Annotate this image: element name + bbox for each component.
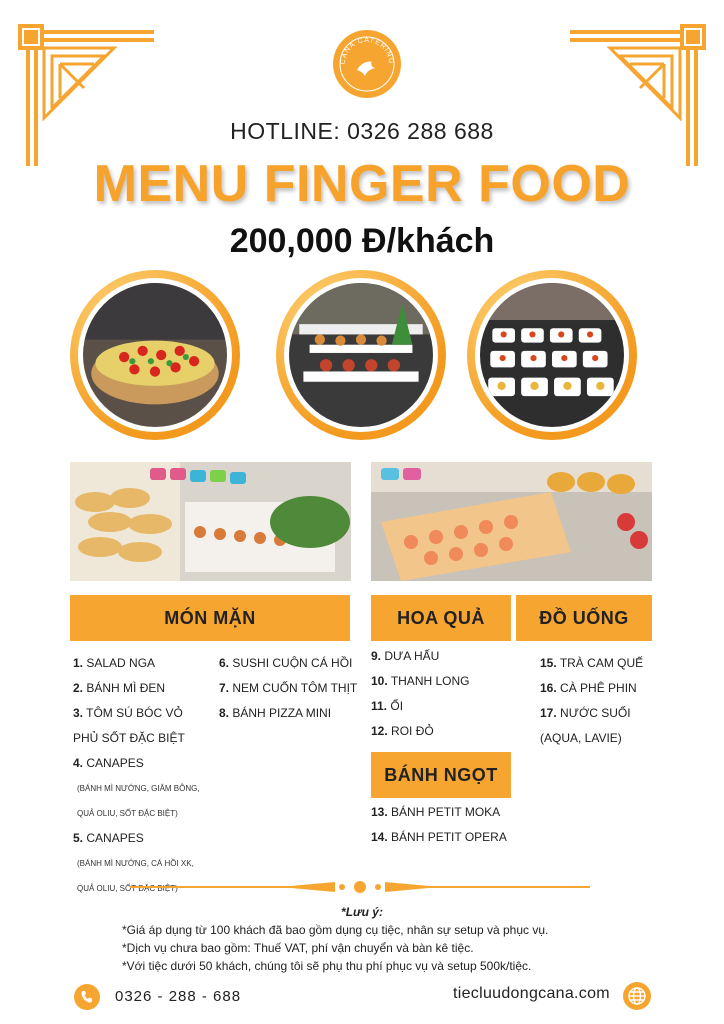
- brand-logo: [333, 30, 401, 98]
- list-item-detail: (BÁNH MÌ NƯỚNG, CÁ HỒI XK,: [77, 859, 194, 868]
- note-line: *Với tiệc dưới 50 khách, chúng tôi sẽ phụ thu phí phục vụ và setup 500k/tiệc.: [122, 959, 532, 973]
- list-item-detail: (BÁNH MÌ NƯỚNG, GIĂM BÔNG,: [77, 784, 200, 793]
- do-uong-list: [540, 651, 643, 751]
- section-header-banh-ngot: BÁNH NGỌT: [371, 752, 511, 798]
- list-item: 10. THANH LONG: [371, 674, 470, 688]
- list-item: 9. DƯA HẤU: [371, 649, 440, 663]
- svg-text:CANA CATERING: [340, 37, 394, 65]
- food-photo-rect-2: [371, 462, 652, 581]
- ornamental-divider: [130, 880, 590, 894]
- list-item-continued: PHỦ SỐT ĐẶC BIỆT: [73, 731, 185, 745]
- food-photo-circle-3: [467, 270, 637, 440]
- footer-phone[interactable]: 0326 - 288 - 688: [115, 988, 242, 1005]
- globe-icon: [623, 982, 651, 1010]
- section-header-hoa-qua: HOA QUẢ: [371, 595, 511, 641]
- note-line: *Dịch vụ chưa bao gồm: Thuế VAT, phí vận chuyển và bàn kê tiệc.: [122, 941, 474, 955]
- section-header-do-uong: ĐỒ UỐNG: [516, 595, 652, 641]
- bird-logo-icon: [333, 30, 401, 98]
- list-item-detail: QUẢ OLIU, SỐT ĐẶC BIỆT): [77, 809, 178, 818]
- list-item-detail: QUẢ OLIU, SỐT ĐẶC BIỆT): [77, 884, 178, 893]
- corner-ornament-right: [568, 18, 710, 168]
- section-header-mon-man: MÓN MẶN: [70, 595, 350, 641]
- mon-man-list-2: [219, 651, 357, 726]
- food-photo-rect-1: [70, 462, 351, 581]
- price-per-guest: 200,000 Đ/khách: [229, 222, 495, 260]
- list-item: 14. BÁNH PETIT OPERA: [371, 830, 507, 844]
- list-item: 5. CANAPES: [73, 831, 144, 845]
- note-title: *Lưu ý:: [341, 905, 383, 919]
- food-photo-circle-2: [276, 270, 446, 440]
- hotline: HOTLINE: 0326 288 688: [230, 118, 494, 144]
- banh-ngot-list: [371, 800, 507, 850]
- corner-ornament-left: [14, 18, 156, 168]
- mon-man-list-1: [73, 651, 200, 901]
- notes: [122, 921, 642, 975]
- footer-website[interactable]: tiecluudongcana.com: [453, 985, 610, 1002]
- list-item: 1. SALAD NGA: [73, 656, 156, 670]
- list-item: 2. BÁNH MÌ ĐEN: [73, 681, 166, 695]
- list-item: 8. BÁNH PIZZA MINI: [219, 706, 332, 720]
- logo-text: CANA CATERING: [339, 36, 395, 65]
- list-item: 6. SUSHI CUỘN CÁ HỒI: [219, 656, 353, 670]
- list-item: 4. CANAPES: [73, 756, 144, 770]
- food-photo-circle-1: [70, 270, 240, 440]
- menu-title: MENU FINGER FOOD: [93, 155, 631, 213]
- list-item: 11. ỔI: [371, 699, 404, 713]
- hoa-qua-list: [371, 644, 470, 744]
- list-item: 7. NEM CUỐN TÔM THỊT: [219, 681, 358, 695]
- list-item: 3. TÔM SÚ BÓC VỎ: [73, 706, 183, 720]
- list-item: 15. TRÀ CAM QUẾ: [540, 656, 644, 670]
- note-line: *Giá áp dụng từ 100 khách đã bao gồm dụng cụ tiệc, nhân sự setup và phục vụ.: [122, 923, 549, 937]
- phone-icon: [74, 984, 100, 1010]
- list-item: 17. NƯỚC SUỐI: [540, 706, 631, 720]
- list-item-continued: (AQUA, LAVIE): [540, 731, 622, 745]
- list-item: 13. BÁNH PETIT MOKA: [371, 805, 501, 819]
- list-item: 16. CÀ PHÊ PHIN: [540, 681, 637, 695]
- list-item: 12. ROI ĐỎ: [371, 724, 434, 738]
